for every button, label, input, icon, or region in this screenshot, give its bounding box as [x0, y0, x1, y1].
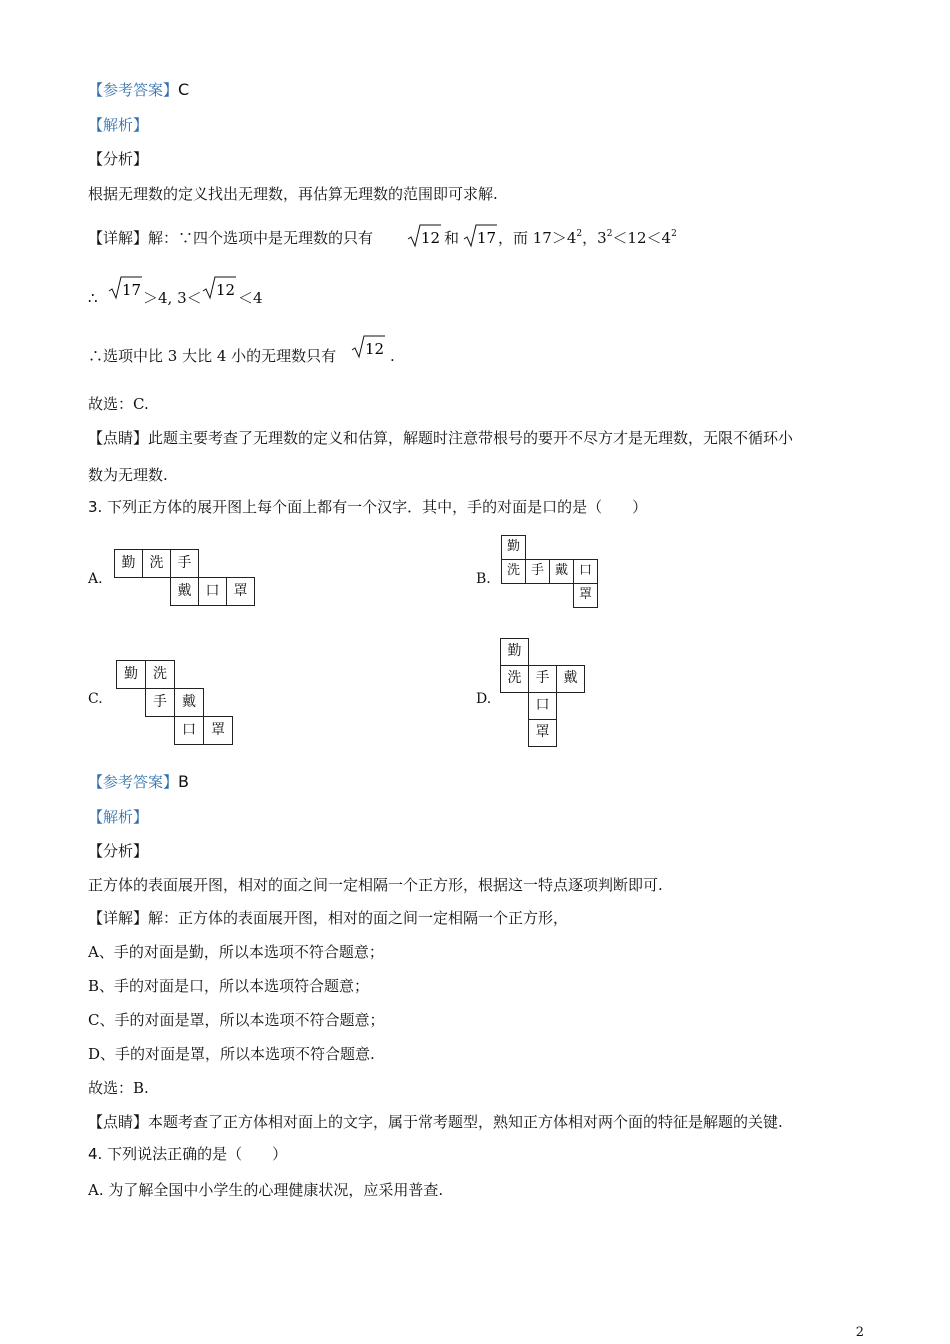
- option-d-label: D.: [476, 691, 492, 707]
- face-zhao: 罩: [203, 716, 233, 745]
- question-3: 3. 下列正方体的展开图上每个面上都有一个汉字．其中，手的对面是口的是（ ）: [88, 498, 648, 516]
- choose-line: 故选：B.: [88, 1079, 149, 1097]
- fenxi-tag: 【分析】: [88, 150, 149, 168]
- answer-value: B: [178, 772, 189, 791]
- sqrt-12-c: [351, 334, 385, 360]
- face-kou: 口: [174, 716, 204, 745]
- face-xi: 洗: [501, 559, 526, 584]
- face-shou: 手: [525, 559, 550, 584]
- face-qin: 勤: [114, 549, 143, 578]
- choose-line: 故选：C.: [88, 395, 149, 413]
- therefore-1-end: ＜4: [238, 289, 263, 307]
- analysis-a: A、手的对面是勤，所以本选项不符合题意；: [88, 943, 384, 961]
- face-xi: 洗: [145, 660, 175, 689]
- fenxi-tag: 【分析】: [88, 842, 149, 860]
- therefore-1-mid: ＞4, 3＜: [143, 289, 202, 307]
- therefore-2: ∴选项中比 3 大比 4 小的无理数只有: [88, 347, 337, 365]
- face-kou: 口: [198, 577, 227, 606]
- jiexi-tag: 【解析】: [88, 808, 149, 826]
- page-number: 2: [855, 1325, 864, 1340]
- option-c-label: C.: [88, 691, 103, 707]
- detail-line: 【详解】解：正方体的表面展开图，相对的面之间一定相隔一个正方形，: [88, 909, 569, 927]
- svg-text:17: 17: [477, 229, 497, 247]
- therefore-1-start: ∴: [88, 289, 98, 307]
- question-4: 4. 下列说法正确的是（ ）: [88, 1145, 288, 1163]
- q4-option-a: A. 为了解全国中小学生的心理健康状况，应采用普查.: [88, 1181, 444, 1199]
- option-b-label: B.: [476, 571, 491, 587]
- option-a-label: A.: [88, 571, 103, 587]
- face-xi: 洗: [142, 549, 171, 578]
- svg-text:12: 12: [365, 340, 385, 358]
- detail-line-1-tail: ，而 $17>4^2$，$3^2<12<4^2$: [498, 229, 677, 247]
- face-kou: 口: [528, 692, 557, 720]
- face-zhao: 罩: [528, 719, 557, 747]
- face-qin: 勤: [500, 638, 529, 666]
- face-dai: 戴: [170, 577, 199, 606]
- face-shou: 手: [170, 549, 199, 578]
- and-text: 和: [444, 229, 460, 247]
- face-dai: 戴: [549, 559, 574, 584]
- face-zhao: 罩: [226, 577, 255, 606]
- dianjing-line-2: 数为无理数.: [88, 466, 168, 484]
- svg-text:12: 12: [421, 229, 441, 247]
- sqrt-17: [463, 223, 497, 249]
- answer-tag: 【参考答案】: [88, 81, 179, 99]
- answer-line: [88, 80, 189, 100]
- analysis-d: D、手的对面是罩，所以本选项不符合题意.: [88, 1045, 375, 1063]
- detail-line-1: 【详解】解：∵四个选项中是无理数的只有: [88, 229, 374, 247]
- dianjing-line-1: 【点睛】此题主要考查了无理数的定义和估算，解题时注意带根号的要开不尽方才是无理数，无限不循环小: [88, 429, 794, 447]
- dianjing-line: 【点睛】本题考查了正方体相对面上的文字，属于常考题型，熟知正方体相对两个面的特征是解题的关键.: [88, 1113, 783, 1131]
- face-shou: 手: [528, 665, 557, 693]
- sqrt-17-b: [108, 275, 142, 301]
- answer-line: 【参考答案】B: [88, 772, 189, 791]
- fenxi-text: 正方体的表面展开图，相对的面之间一定相隔一个正方形，根据这一特点逐项判断即可.: [88, 876, 663, 894]
- face-zhao: 罩: [573, 583, 598, 608]
- svg-text:17: 17: [122, 281, 142, 299]
- face-qin: 勤: [501, 535, 526, 560]
- face-kou: 口: [573, 559, 598, 584]
- sqrt-12: [407, 223, 441, 249]
- face-shou: 手: [145, 688, 175, 717]
- fenxi-text: 根据无理数的定义找出无理数，再估算无理数的范围即可求解.: [88, 185, 498, 203]
- face-dai: 戴: [556, 665, 585, 693]
- detail-tag: 【详解】: [88, 229, 149, 247]
- face-xi: 洗: [500, 665, 529, 693]
- answer-value: C: [178, 80, 190, 99]
- analysis-b: B、手的对面是口，所以本选项符合题意；: [88, 977, 370, 995]
- face-qin: 勤: [116, 660, 146, 689]
- sqrt-12-b: [202, 275, 236, 301]
- jiexi-tag: 【解析】: [88, 116, 149, 134]
- face-dai: 戴: [174, 688, 204, 717]
- analysis-c: C、手的对面是罩，所以本选项不符合题意；: [88, 1011, 385, 1029]
- svg-text:12: 12: [216, 281, 236, 299]
